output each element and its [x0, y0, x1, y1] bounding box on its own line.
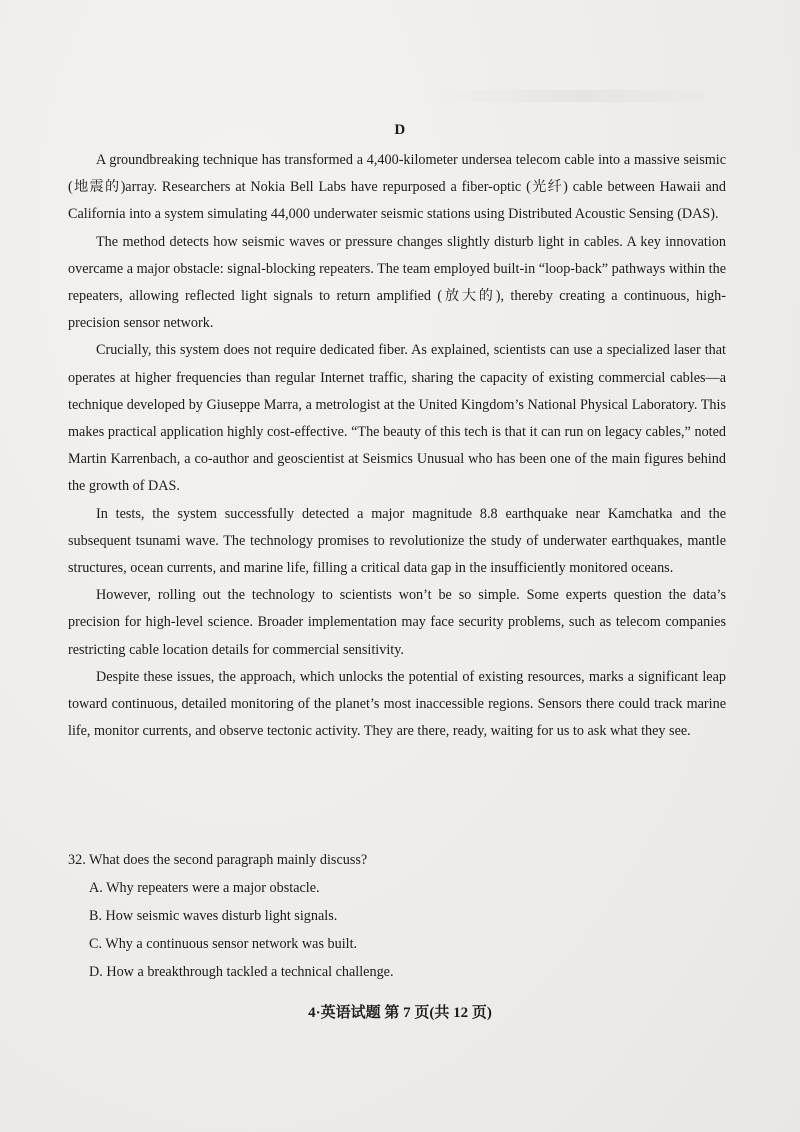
- option-b: B. How seismic waves disturb light signals.: [89, 908, 338, 924]
- show-through-smudge: [430, 90, 730, 102]
- page-footer: 4·英语试题 第 7 页(共 12 页): [308, 1005, 492, 1021]
- question-32: [68, 846, 726, 986]
- option-a: A. Why repeaters were a major obstacle.: [89, 880, 320, 896]
- option-d: D. How a breakthrough tackled a technical challenge.: [89, 964, 394, 980]
- passage-paragraph-3: Crucially, this system does not require dedicated fiber. As explained, scientists can use a specialized laser that operates at higher frequencies than regular Internet traffic, sharing the capacity of existing commercial cables—a technique developed by Giuseppe Marra, a metrologist at the United Kingdom’s National Physical Laboratory. This makes practical application highly cost-effective. “The beauty of this tech is that it can run on legacy cables,” noted Martin Karrenbach, a co-author and geoscientist at Seismics Unusual who has been one of the main figures behind the growth of DAS.: [68, 342, 726, 495]
- passage-paragraph-2: The method detects how seismic waves or pressure changes slightly disturb light in cables. A key innovation overcame a major obstacle: signal-blocking repeaters. The team employed built-in “loop-back” pathways within the repeaters, allowing reflected light signals to return amplified (放大的), thereby creating a continuous, high-precision sensor network.: [68, 233, 726, 332]
- section-heading: D: [394, 122, 406, 138]
- option-c: C. Why a continuous sensor network was built.: [89, 936, 358, 952]
- passage-paragraph-4: In tests, the system successfully detected a major magnitude 8.8 earthquake near Kamchatka and the subsequent tsunami wave. The technology promises to revolutionize the study of underwater earthquakes, mantle structures, ocean currents, and marine life, filling a critical data gap in the insufficiently monitored oceans.: [68, 505, 726, 577]
- passage-paragraph-5: However, rolling out the technology to scientists won’t be so simple. Some experts question the data’s precision for high-level science. Broader implementation may face security problems, such as telecom companies restricting cable location details for commercial sensitivity.: [68, 587, 726, 658]
- passage-paragraph-1: A groundbreaking technique has transformed a 4,400-kilometer undersea telecom cable into a massive seismic (地震的)array. Researchers at Nokia Bell Labs have repurposed a fiber-optic (光纤) cable between Hawaii and California into a system simulating 44,000 underwater seismic stations using Distributed Acoustic Sensing (DAS).: [68, 152, 726, 223]
- passage-paragraph-6: Despite these issues, the approach, which unlocks the potential of existing resources, marks a significant leap toward continuous, detailed monitoring of the planet’s most inaccessible regions. Sensors there could track marine life, monitor currents, and observe tectonic activity. They are there, ready, waiting for us to ask what they see.: [68, 668, 726, 740]
- reading-passage: [68, 147, 726, 745]
- question-stem: 32. What does the second paragraph mainly discuss?: [68, 852, 368, 868]
